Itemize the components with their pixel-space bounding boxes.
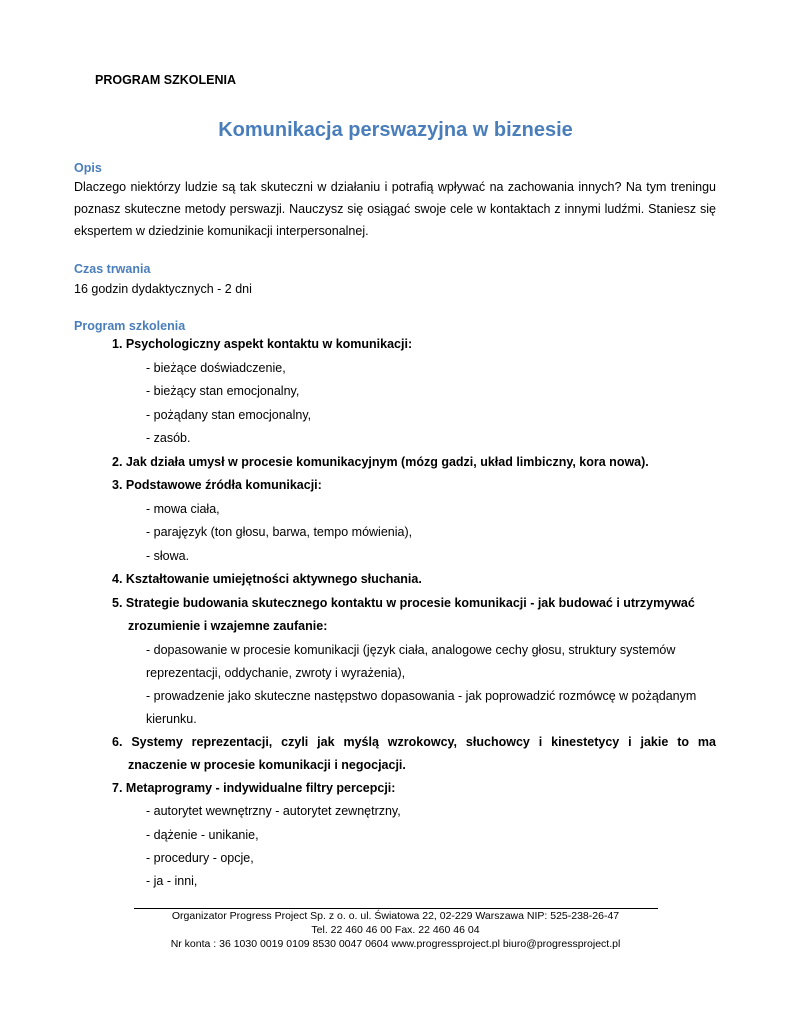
opis-paragraph: Dlaczego niektórzy ludzie są tak skuteczni w działaniu i potrafią wpływać na zachowania innych? Na tym treningu poznasz skuteczne metody perswazji. Nauczysz się osiągać swoje cele w kontaktach z innymi ludźmi. Staniesz się ekspertem w dziedzinie komunikacji interpersonalnej. (74, 180, 716, 238)
sub-item: - słowa. (146, 549, 190, 563)
item-text: Jak działa umysł w procesie komunikacyjnym (mózg gadzi, układ limbiczny, kora nowa). (125, 455, 649, 469)
sub-item: - pożądany stan emocjonalny, (146, 408, 312, 422)
sub-item: - bieżący stan emocjonalny, (146, 384, 300, 398)
program-item (112, 731, 716, 755)
document-title: Komunikacja perswazyjna w biznesie (218, 119, 573, 141)
sub-item: - dopasowanie w procesie komunikacji (język ciała, analogowe cechy głosu, struktury systemów (146, 643, 676, 657)
program-item (112, 474, 322, 498)
header-label: PROGRAM SZKOLENIA (95, 73, 236, 87)
item-number: 3. (112, 478, 123, 492)
item-text: Kształtowanie umiejętności aktywnego słuchania. (125, 572, 422, 586)
item-number: 5. (112, 596, 123, 610)
program-item (112, 592, 695, 616)
item-text: Metaprogramy - indywidualne filtry percepcji: (125, 781, 396, 795)
program-item (112, 568, 422, 592)
sub-item: - dążenie - unikanie, (146, 828, 259, 842)
sub-item: - parajęzyk (ton głosu, barwa, tempo mówienia), (146, 525, 413, 539)
item-text-line1: Strategie budowania skutecznego kontaktu w procesie komunikacji - jak budować i utrzymywać (125, 596, 695, 610)
program-item (112, 451, 649, 475)
czas-text: 16 godzin dydaktycznych - 2 dni (74, 282, 252, 296)
item-text-line2: zrozumienie i wzajemne zaufanie: (128, 619, 328, 633)
item-number: 1. (112, 337, 123, 351)
footer-account: Nr konta : 36 1030 0019 0109 8530 0047 0604 www.progressproject.pl biuro@progressproject.pl (170, 938, 621, 950)
item-text-line2: znaczenie w procesie komunikacji i negocjacji. (128, 758, 406, 772)
item-number: 6. (112, 735, 123, 749)
item-number: 2. (112, 455, 123, 469)
czas-heading: Czas trwania (74, 262, 151, 276)
opis-heading: Opis (74, 161, 102, 175)
sub-item: - autorytet wewnętrzny - autorytet zewnętrzny, (146, 804, 401, 818)
item-text-line1: Systemy reprezentacji, czyli jak myślą wzrokowcy, słuchowcy i kinestetycy i jakie to ma (131, 735, 716, 749)
sub-item: - prowadzenie jako skuteczne następstwo dopasowania - jak poprowadzić rozmówcę w pożądanym (146, 689, 697, 703)
program-item (112, 777, 395, 801)
sub-item: - ja - inni, (146, 874, 198, 888)
footer-organizer: Organizator Progress Project Sp. z o. o. ul. Światowa 22, 02-229 Warszawa NIP: 525-238-26-47 (171, 910, 620, 922)
item-text: Psychologiczny aspekt kontaktu w komunikacji: (125, 337, 413, 351)
item-text: Podstawowe źródła komunikacji: (125, 478, 322, 492)
sub-item: - mowa ciała, (146, 502, 220, 516)
sub-item-continuation: reprezentacji, oddychanie, zwroty i wyrażenia), (146, 666, 406, 680)
program-item (112, 333, 412, 357)
sub-item-continuation: kierunku. (146, 712, 197, 726)
item-number: 4. (112, 572, 123, 586)
item-number: 7. (112, 781, 123, 795)
footer-divider (134, 908, 658, 909)
footer-contact: Tel. 22 460 46 00 Fax. 22 460 46 04 (311, 924, 480, 936)
sub-item: - bieżące doświadczenie, (146, 361, 286, 375)
program-heading: Program szkolenia (74, 319, 186, 333)
sub-item: - zasób. (146, 431, 191, 445)
sub-item: - procedury - opcje, (146, 851, 254, 865)
